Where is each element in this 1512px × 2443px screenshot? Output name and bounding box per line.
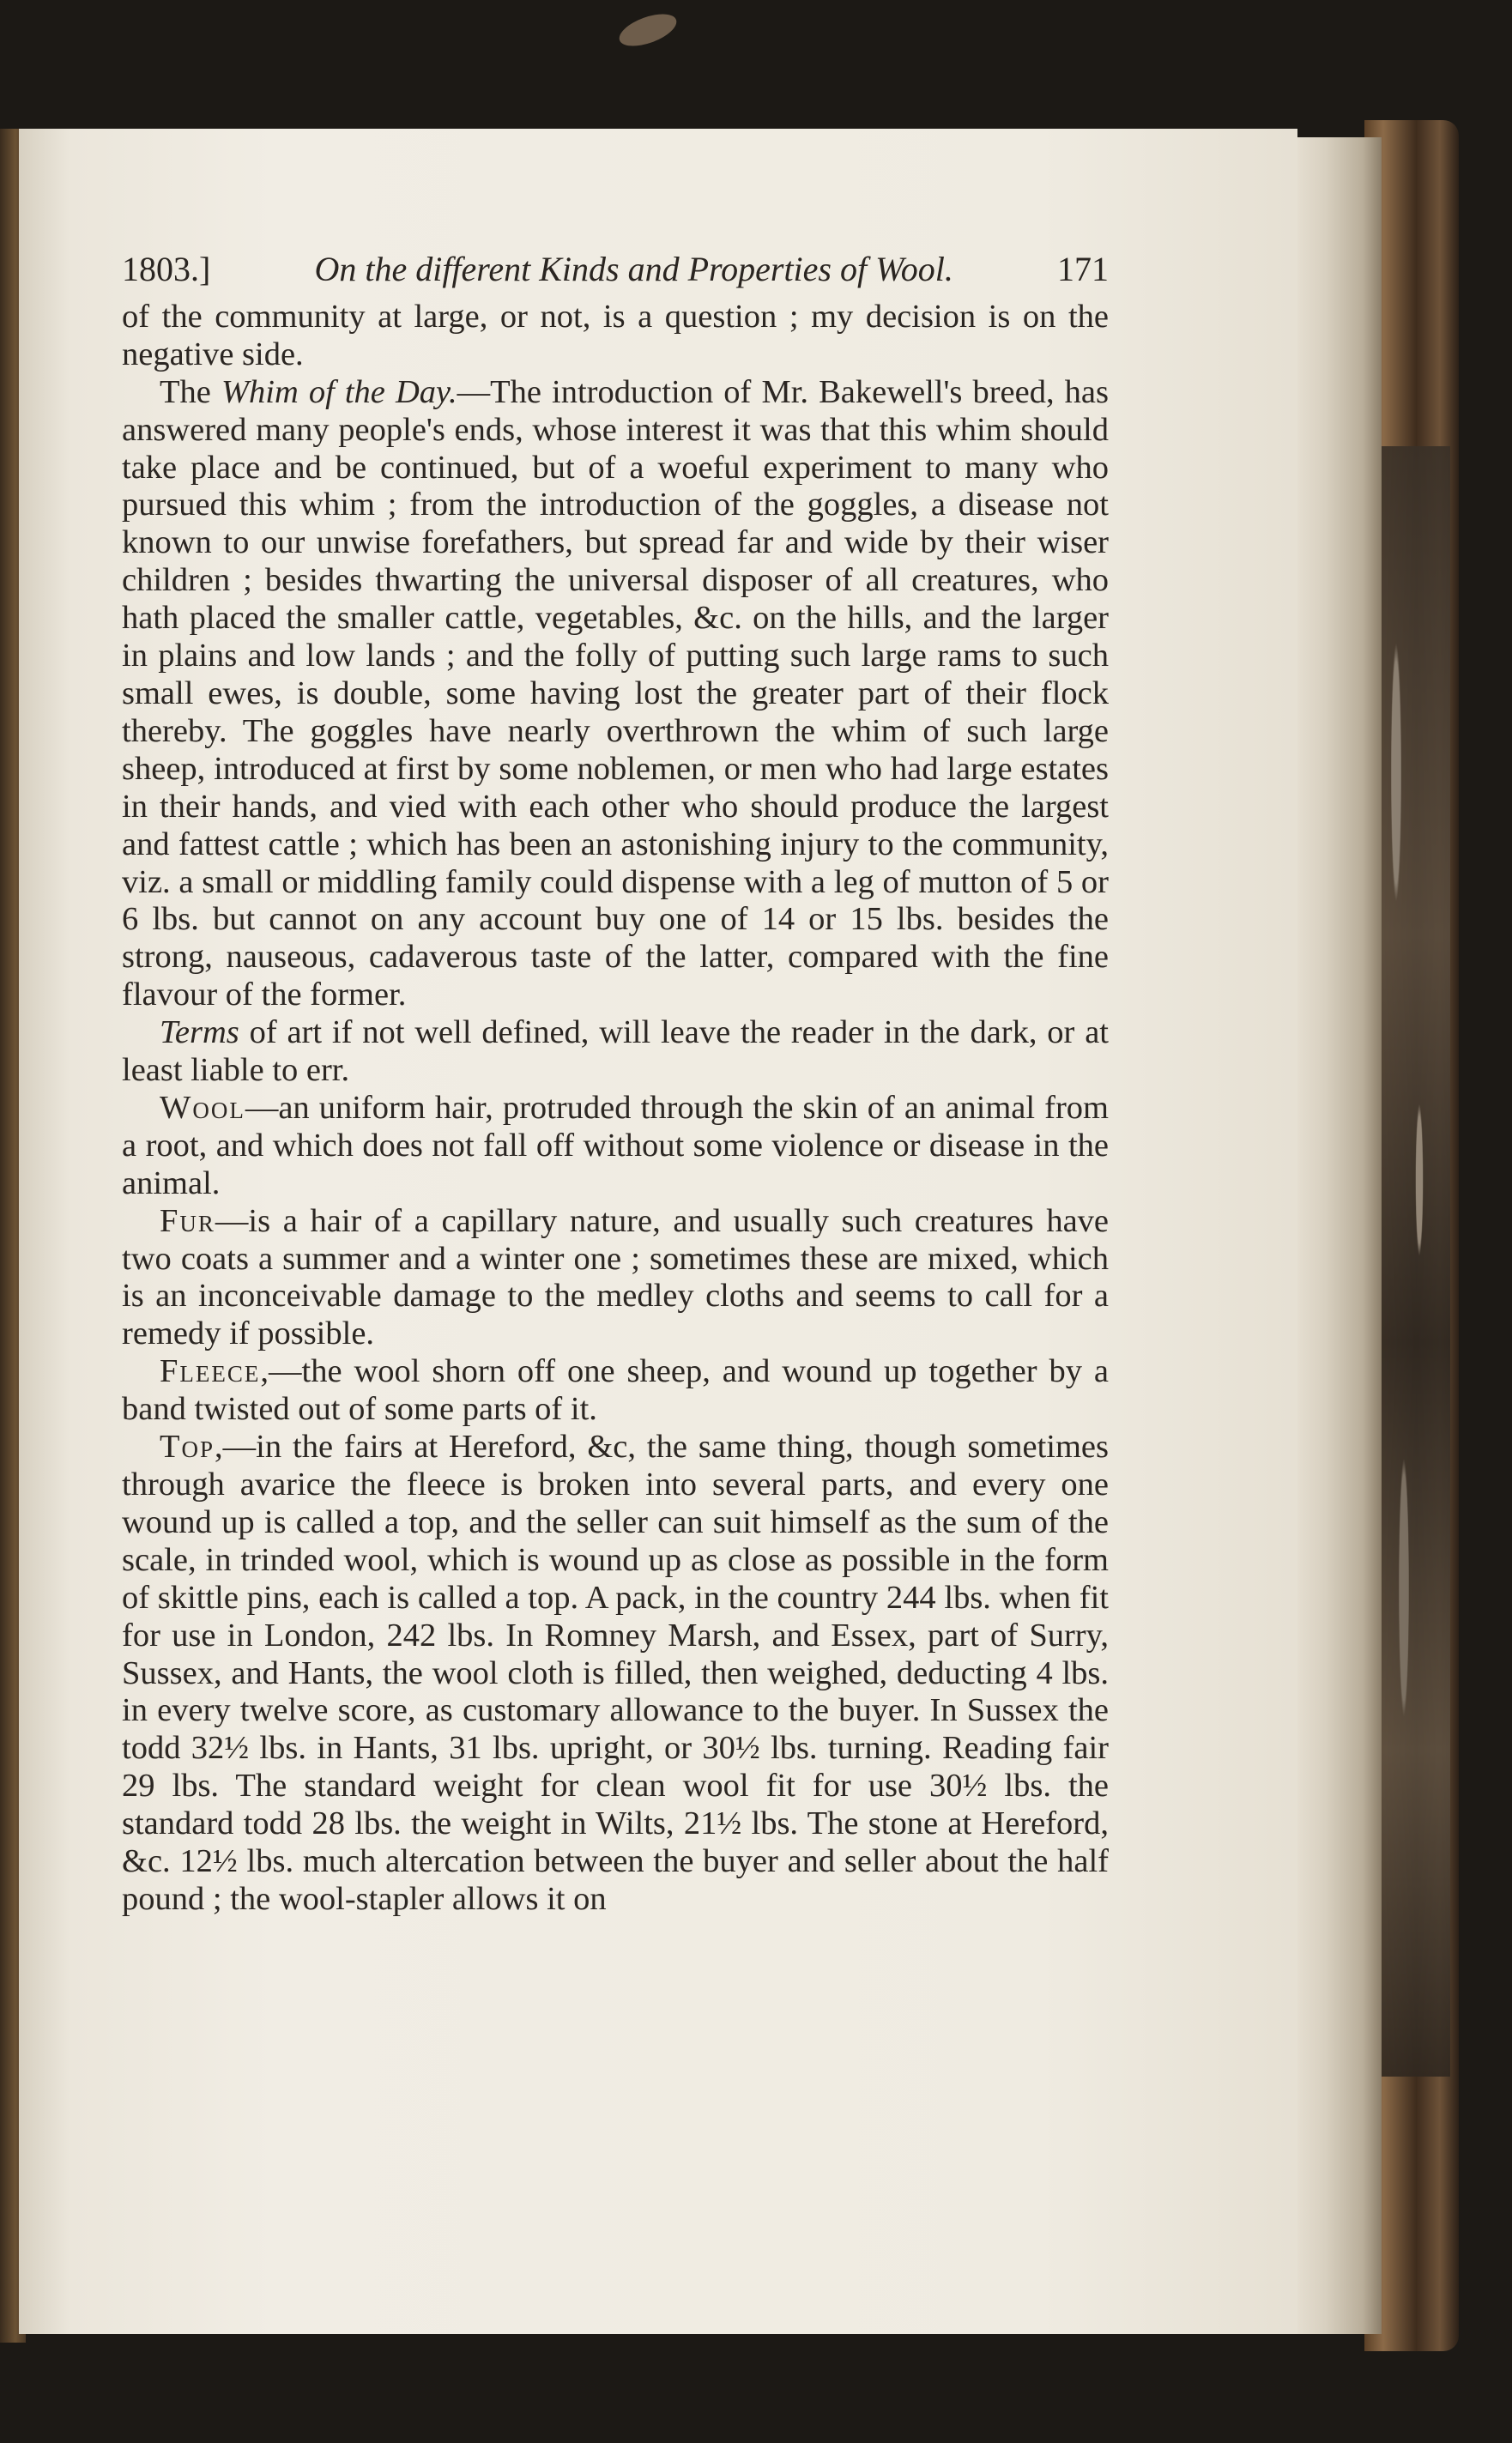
paragraph-whim <box>122 374 1109 1014</box>
header-year: 1803.] <box>122 250 211 288</box>
fleece-term: Fleece <box>160 1353 261 1390</box>
paragraph-terms <box>122 1014 1109 1090</box>
marbled-edge <box>1373 446 1450 2077</box>
whim-lead: The <box>160 373 221 410</box>
whim-text: —The introduction of Mr. Bakewell's breed, has answered many people's ends, whose interest it was that this whim should take place and be continued, but of a woeful experiment to many who pursued this whim ; from the introduction of the goggles, a disease not known to our unwise forefathers, but spread far and wide by their wiser children ; besides thwarting the universal disposer of all creatures, who hath placed the smaller cattle, vegetables, &c. on the hills, and the larger in plains and low lands ; and the folly of putting such large rams to such small ewes, is double, some having lost the greater part of their flock thereby. The goggles have nearly overthrown the whim of such large sheep, introduced at first by some noblemen, or men who had large estates in their hands, and vied with each other who should produce the largest and fattest cattle ; which has been an astonishing injury to the community, viz. a small or middling family could dispense with a leg of mutton of 5 or 6 lbs. but cannot on any account buy one of 14 or 15 lbs. besides the strong, nauseous, cadaverous taste of the latter, compared with the fine flavour of the former. <box>122 373 1109 1013</box>
page-stack-edge <box>1287 137 1382 2334</box>
header-title: On the different Kinds and Properties of Wool. <box>314 250 953 288</box>
wool-term: Wool <box>160 1089 245 1126</box>
page-number: 171 <box>1057 250 1109 288</box>
top-text: ,—in the fairs at Hereford, &c, the same thing, though sometimes through avarice the fleece is broken into several parts, and every one wound up is called a top, and the seller can suit himself as the sum of the scale, in trinded wool, which is wound up as close as possible in the form of skittle pins, each is called a top. A pack, in the country 244 lbs. when fit for use in London, 242 lbs. In Romney Marsh, and Essex, part of Surry, Sussex, and Hants, the wool cloth is filled, then weighed, deducting 4 lbs. in every twelve score, as customary allowance to the buyer. In Sussex the todd 32½ lbs. in Hants, 31 lbs. upright, or 30½ lbs. turning. Reading fair 29 lbs. The standard weight for clean wool fit for use 30½ lbs. the standard todd 28 lbs. the weight in Wilts, 21½ lbs. The stone at Hereford, &c. 12½ lbs. much altercation between the buyer and seller about the half pound ; the wool-stapler allows it on <box>122 1429 1109 1917</box>
terms-text: of art if not well defined, will leave the reader in the dark, or at least liable to err. <box>122 1014 1109 1089</box>
fleece-text: ,—the wool shorn off one sheep, and wound up together by a band twisted out of some parts of it. <box>122 1353 1109 1428</box>
wool-text: —an uniform hair, protruded through the skin of an animal from a root, and which does not fall off without some violence or disease in the animal. <box>122 1089 1109 1201</box>
paragraph-1: of the community at large, or not, is a question ; my decision is on the negative side. <box>122 298 1109 372</box>
whim-heading: Whim of the Day. <box>221 373 457 410</box>
page-text <box>122 251 1109 1919</box>
paragraph-fur <box>122 1203 1109 1354</box>
paragraph-fleece <box>122 1353 1109 1429</box>
fur-text: —is a hair of a capillary nature, and usually such creatures have two coats a summer and a winter one ; sometimes these are mixed, which is an inconceivable damage to the medley cloths and seems to call for a remedy if possible. <box>122 1202 1109 1352</box>
terms-heading: Terms <box>160 1014 239 1051</box>
paragraph-wool <box>122 1090 1109 1203</box>
running-header <box>122 251 1109 288</box>
fur-term: Fur <box>160 1202 215 1239</box>
paragraph-top <box>122 1429 1109 1919</box>
top-term: Top <box>160 1429 215 1466</box>
